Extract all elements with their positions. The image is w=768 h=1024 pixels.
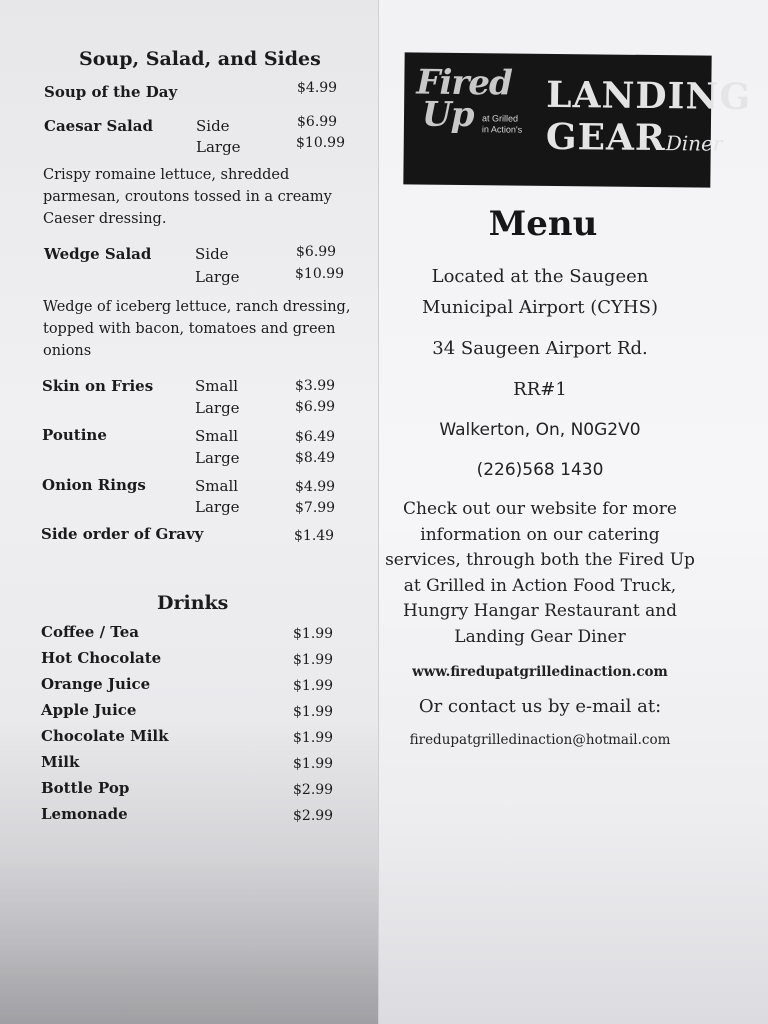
drink-name: Hot Chocolate (41, 649, 162, 667)
item-size: Large (195, 399, 240, 417)
item-size: Large (195, 449, 240, 467)
item-price: $10.99 (295, 266, 344, 282)
item-size: Side (196, 117, 230, 135)
item-price: $3.99 (295, 378, 336, 394)
blurb-line: information on our catering (420, 524, 660, 545)
item-size: Large (195, 268, 240, 286)
drink-price: $1.99 (293, 756, 334, 772)
landing-gear-diner-logo (403, 52, 752, 187)
menu-title: Menu (488, 204, 598, 244)
item-price: $8.49 (295, 450, 336, 466)
item-price: $7.99 (295, 500, 336, 516)
drink-name: Apple Juice (41, 701, 137, 719)
item-price: $10.99 (296, 135, 345, 151)
drink-price: $1.99 (293, 678, 334, 694)
item-name: Skin on Fries (42, 377, 154, 395)
drink-name: Milk (41, 753, 80, 771)
drink-name: Coffee / Tea (41, 623, 139, 641)
item-name: Caesar Salad (44, 117, 153, 135)
item-name: Onion Rings (42, 476, 146, 494)
item-size: Small (195, 427, 239, 445)
item-name: Poutine (42, 426, 107, 444)
item-size: Large (196, 138, 241, 156)
email-prompt: Or contact us by e-mail at: (418, 696, 662, 717)
item-price: $6.99 (296, 244, 337, 260)
item-name: Side order of Gravy (41, 525, 204, 543)
item-name: Wedge Salad (44, 245, 152, 263)
drink-price: $1.99 (293, 652, 334, 668)
drink-price: $2.99 (293, 808, 334, 824)
logo-fired-up: Fired Up (416, 62, 512, 136)
item-description: Wedge of iceberg lettuce, ranch dressing, topped with bacon, tomatoes and green onions (43, 299, 351, 359)
blurb-line: services, through both the Fired Up (385, 550, 695, 570)
item-price: $6.49 (295, 429, 336, 445)
address: 34 Saugeen Airport Rd. (432, 338, 648, 359)
phone-number: (226)568 1430 (476, 460, 604, 480)
website-link[interactable]: www.firedupatgrilledinaction.com (412, 664, 668, 680)
blurb-line: Landing Gear Diner (454, 626, 626, 647)
drink-name: Bottle Pop (41, 779, 130, 797)
location-line: Municipal Airport (CYHS) (422, 297, 658, 318)
item-price: $6.99 (297, 114, 338, 130)
page-shadow (0, 860, 378, 1024)
item-description: Crispy romaine lettuce, shredded parmesan, croutons tossed in a creamy Caeser dressing. (43, 167, 332, 227)
rural-route: RR#1 (513, 379, 567, 400)
blurb-line: Check out our website for more (403, 499, 677, 519)
drink-name: Chocolate Milk (41, 727, 169, 745)
item-price: $4.99 (297, 80, 338, 96)
drink-price: $1.99 (293, 626, 334, 642)
item-price: $1.49 (294, 528, 335, 544)
drink-name: Lemonade (41, 805, 128, 823)
drink-name: Orange Juice (41, 675, 151, 693)
item-price: $6.99 (295, 399, 336, 415)
item-size: Small (195, 377, 239, 395)
item-size: Side (195, 245, 229, 263)
drink-price: $1.99 (293, 704, 334, 720)
item-name: Soup of the Day (44, 83, 178, 101)
logo-subtitle: at Grilled in Action's (481, 113, 523, 135)
logo-landing-gear: LANDING GEARDiner (545, 73, 752, 160)
drink-price: $2.99 (293, 782, 334, 798)
item-price: $4.99 (295, 479, 336, 495)
blurb-line: at Grilled in Action Food Truck, (403, 575, 677, 596)
item-size: Small (195, 477, 239, 495)
section-title-drinks: Drinks (157, 592, 229, 614)
drink-price: $1.99 (293, 730, 334, 746)
city: Walkerton, On, N0G2V0 (439, 420, 641, 440)
section-title-sides: Soup, Salad, and Sides (79, 48, 321, 70)
location-line: Located at the Saugeen (431, 266, 649, 287)
item-size: Large (195, 498, 240, 516)
email-link[interactable]: firedupatgrilledinaction@hotmail.com (409, 732, 671, 748)
blurb-line: Hungry Hangar Restaurant and (402, 601, 678, 621)
